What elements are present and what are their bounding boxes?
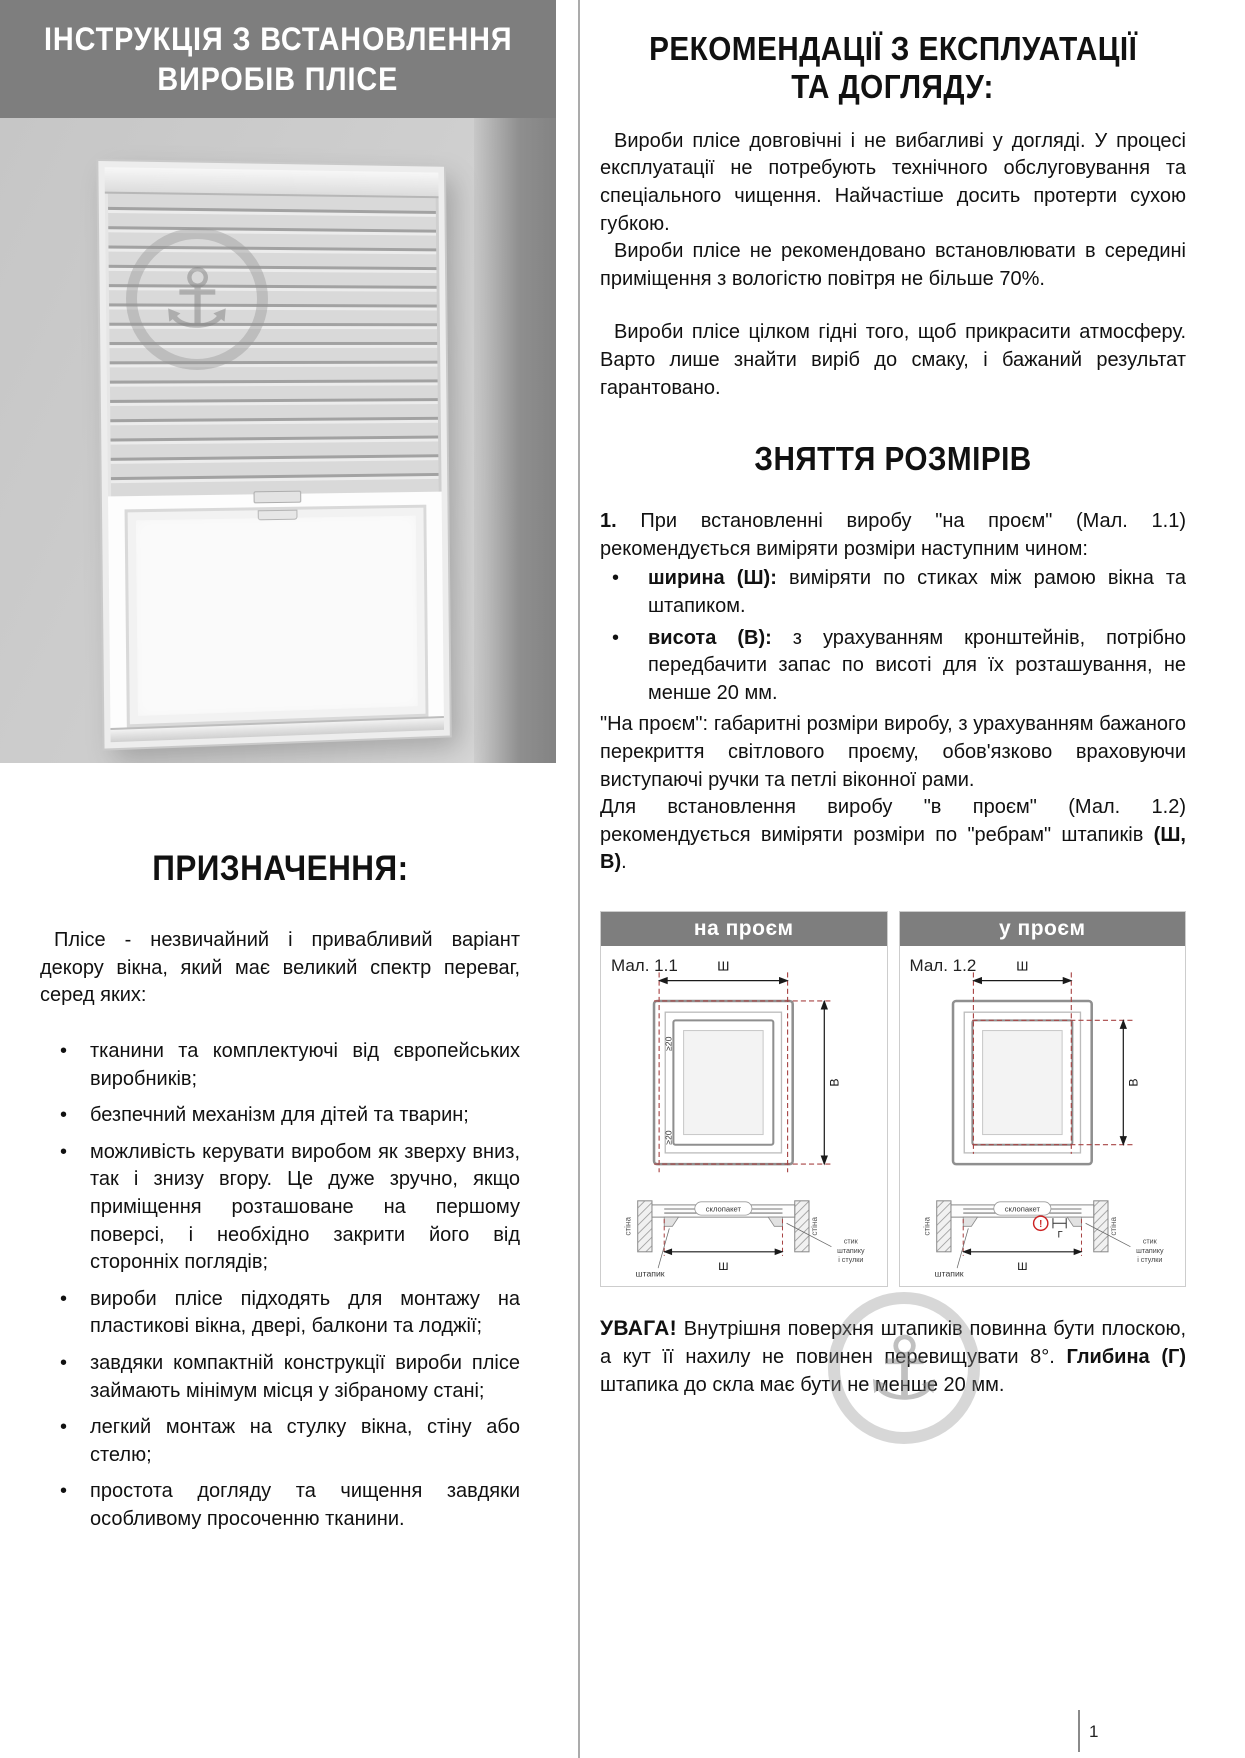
width-label: Ш (1015, 958, 1028, 974)
purpose-section (0, 849, 556, 1534)
diagram-header: у проєм (900, 912, 1186, 946)
window-glass (125, 505, 429, 728)
wall-label-left: стіна (922, 1216, 932, 1236)
footer-divider (1078, 1710, 1080, 1752)
step-text: При встановленні виробу "на проєм" (Мал. 1.1) рекомендується виміряти розміри наступним чином: (600, 510, 1186, 560)
diagram-window-frame (654, 1001, 793, 1164)
column-divider (578, 0, 580, 1758)
bullet-lead: висота (В): (648, 626, 793, 649)
care-paragraph-2: Вироби плісе не рекомендовано встановлювати в середині приміщення з вологістю повітря не більше 70%. (600, 240, 1186, 290)
measure-heading (600, 440, 1186, 478)
list-item: • безпечний механізм для дітей та тварин; (40, 1102, 520, 1130)
measure-heading-text: ЗНЯТТЯ РОЗМІРІВ (754, 440, 1032, 478)
purpose-heading-text: ПРИЗНАЧЕННЯ: (151, 849, 409, 888)
care-paragraph-1: Вироби плісе довговічні і не вибагливі у догляді. У процесі експлуатації не потребують технічного обслуговування та спеціального чищення. Найчастіше досить протерти сухою губкою. (600, 129, 1186, 235)
measure-section (600, 508, 1186, 877)
banner-title-line2: ВИРОБІВ ПЛІСЕ (157, 60, 399, 97)
bead-label: штапик (934, 1268, 964, 1279)
width-label: Ш (717, 958, 730, 974)
anchor-logo-icon: ⚓ (160, 251, 234, 347)
bottom-width-label: Ш (718, 1261, 729, 1274)
list-item: • вироби плісе підходять для монтажу на пластикові вікна, двері, балкони та лоджії; (40, 1286, 520, 1341)
purpose-intro: Плісе - незвичайний і привабливий варіант декору вікна, який має великий спектр переваг, серед яких: (40, 929, 520, 1007)
list-item: • можливість керувати виробом як зверху вниз, так і знизу вгору. Це дуже зручно, якщо приміщення розташоване на першому поверсі, і необхідно закрити його від сторонніх поглядів; (40, 1139, 520, 1277)
brand-watermark-bottom (828, 1292, 980, 1444)
list-item: • тканини та комплектуючі від європейських виробників; (40, 1038, 520, 1093)
measure-list (600, 565, 1186, 707)
measure-step (600, 508, 1186, 563)
cross-section (624, 1201, 865, 1278)
diagram-row (600, 911, 1186, 1287)
list-item: • легкий монтаж на стулку вікна, стіну або стелю; (40, 1414, 520, 1469)
figure-label: Мал. 1.2 (909, 955, 977, 975)
left-column (0, 0, 556, 1543)
sash-handle (258, 510, 298, 521)
diagram-in-opening (899, 911, 1187, 1287)
height-dimension (1123, 1020, 1140, 1144)
joint-label-2: штапику (837, 1246, 865, 1255)
p3-text: Для встановлення виробу "в проєм" (Мал. 1.2) рекомендується виміряти розміри по "ребрам" штапиків (600, 796, 1186, 846)
right-column (600, 0, 1186, 1400)
measure-paragraph-2: "На проєм": габаритні розміри виробу, з урахуванням бажаного перекриття світлового проєму, обов'язково враховуючи виступаючі ручки та петлі віконної рами. (600, 713, 1186, 791)
diagram-on-opening (600, 911, 888, 1287)
list-item: • завдяки компактній конструкції вироби плісе займають мінімум місця у зібраному стані; (40, 1350, 520, 1405)
left-banner (0, 0, 556, 118)
purpose-heading (40, 849, 520, 889)
step-number: 1. (600, 510, 617, 533)
width-dimension (659, 958, 787, 980)
attention-bold: Глибина (Г) (1066, 1346, 1186, 1369)
attention-text-a: Внутрішня поверхня штапиків повинна бути плоскою, а кут її нахилу не повинен перевищувати 8°. (600, 1318, 1186, 1369)
p3-bold: (Ш, В) (600, 823, 1186, 874)
min-clearance-bottom: ≥20 (663, 1130, 674, 1145)
joint-label-3: і стулки (838, 1255, 864, 1264)
joint-label-2: штапику (1135, 1246, 1164, 1255)
bead-label: штапик (635, 1268, 665, 1279)
depth-dimension (1033, 1216, 1066, 1239)
bullet-lead: ширина (Ш): (648, 567, 789, 590)
care-heading-line2: ТА ДОГЛЯДУ: (791, 67, 995, 105)
care-paragraph-3: Вироби плісе цілком гідні того, щоб прикрасити атмосферу. Варто лише знайти виріб до смаку, і бажаний результат гарантовано. (600, 321, 1186, 399)
joint-label-1: стик (843, 1237, 858, 1246)
glazing-label: склопакет (1004, 1204, 1040, 1214)
height-dimension (824, 1001, 841, 1164)
wall-label-left: стіна (623, 1216, 633, 1236)
brand-watermark (126, 228, 268, 370)
measure-paragraph-3 (600, 794, 1186, 877)
list-item: • простота догляду та чищення завдяки особливому просоченню тканини. (40, 1478, 520, 1533)
min-clearance-top: ≥20 (663, 1036, 674, 1051)
window-diagram-1 (601, 950, 887, 1286)
figure-label: Мал. 1.1 (611, 955, 678, 975)
wall-shadow (474, 118, 556, 763)
wall-label-right: стіна (810, 1216, 820, 1236)
purpose-list (40, 1038, 520, 1534)
attention-label: УВАГА! (600, 1317, 677, 1341)
diagram-header: на проєм (601, 912, 887, 946)
attention-text-b: штапика до скла має бути не менше 20 мм. (600, 1373, 1005, 1396)
window-diagram-2 (900, 950, 1186, 1286)
cross-section (922, 1201, 1163, 1278)
bullet-text: виміряти по стиках між рамою вікна та штапиком. (648, 567, 1186, 617)
joint-label-1: стик (1142, 1237, 1157, 1246)
height-label: В (1126, 1078, 1141, 1087)
anchor-logo-icon: ⚓ (864, 1316, 944, 1420)
wall-label-right: стіна (1108, 1216, 1118, 1236)
care-heading-line1: РЕКОМЕНДАЦІЇ З ЕКСПЛУАТАЦІЇ (648, 30, 1138, 67)
height-label: В (827, 1078, 842, 1087)
alert-mark: ! (1038, 1218, 1042, 1230)
blind-handle (254, 491, 302, 504)
glazing-label: склопакет (705, 1204, 741, 1214)
joint-label-3: і стулки (1136, 1255, 1162, 1264)
product-photo (0, 118, 556, 763)
list-item (600, 625, 1186, 708)
bullet-text: з урахуванням кронштейнів, потрібно передбачити запас по висоті для їх розташування, не менше 20 мм. (648, 626, 1187, 704)
care-heading (600, 30, 1186, 106)
list-item (600, 565, 1186, 620)
depth-label: Г (1057, 1229, 1063, 1240)
banner-title-line1: ІНСТРУКЦІЯ З ВСТАНОВЛЕННЯ (43, 20, 513, 57)
bottom-width-label: Ш (1016, 1261, 1027, 1274)
width-dimension (973, 958, 1071, 980)
p3-end: . (621, 851, 627, 874)
page-number: 1 (1089, 1722, 1099, 1741)
